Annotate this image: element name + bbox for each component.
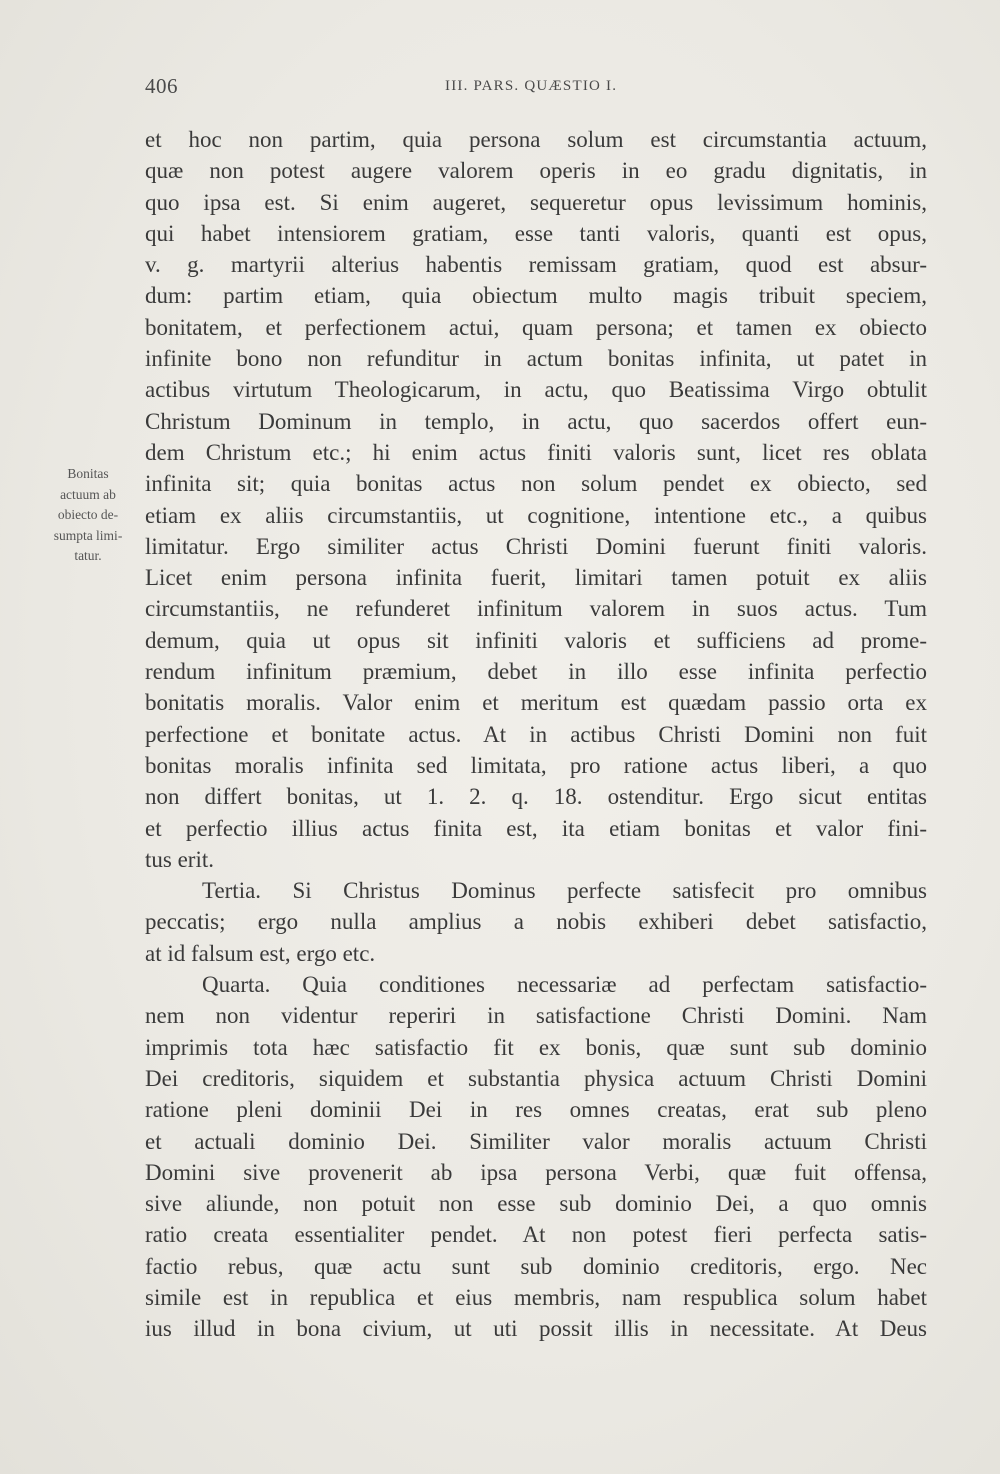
text-line: Tertia. Si Christus Dominus perfecte satisfecit pro omnibus (202, 878, 927, 904)
text-line: quæ non potest augere valorem operis in eo gradu dignitatis, in (145, 158, 927, 184)
text-line: bonitatis moralis. Valor enim et meritum est quædam passio orta ex (145, 690, 927, 716)
text-line: peccatis; ergo nulla amplius a nobis exhiberi debet satisfactio, (145, 909, 927, 935)
text-line: infinite bono non refunditur in actum bonitas infinita, ut patet in (145, 346, 927, 372)
running-title: III. PARS. QUÆSTIO I. (445, 78, 618, 94)
text-line: bonitatem, et perfectionem actui, quam persona; et tamen ex obiecto (145, 314, 927, 340)
text-line: Licet enim persona infinita fuerit, limitari tamen potuit ex aliis (145, 565, 927, 591)
text-line: perfectione et bonitate actus. At in actibus Christi Domini non fuit (145, 721, 927, 747)
running-head (145, 74, 927, 104)
text-line: sive aliunde, non potuit non esse sub dominio Dei, a quo omnis (145, 1191, 927, 1217)
text-line: at id falsum est, ergo etc. (145, 940, 376, 966)
text-line: imprimis tota hæc satisfactio fit ex bonis, quæ sunt sub dominio (145, 1034, 927, 1060)
text-line: tus erit. (145, 846, 214, 872)
text-line: circumstantiis, ne refunderet infinitum valorem in suos actus. Tum (145, 596, 927, 622)
text-line: ius illud in bona civium, ut uti possit illis in necessitate. At Deus (145, 1316, 927, 1342)
text-line: Dei creditoris, siquidem et substantia physica actuum Christi Domini (145, 1065, 927, 1091)
text-line: et hoc non partim, quia persona solum est circumstantia actuum, (145, 127, 927, 152)
text-line: demum, quia ut opus sit infiniti valoris et sufficiens ad prome- (145, 627, 927, 653)
text-line: et actuali dominio Dei. Similiter valor moralis actuum Christi (145, 1128, 927, 1154)
text-line: qui habet intensiorem gratiam, esse tanti valoris, quanti est opus, (145, 220, 927, 246)
body-text (145, 124, 927, 1345)
text-line: dem Christum etc.; hi enim actus finiti valoris sunt, licet res oblata (145, 439, 927, 465)
text-line: etiam ex aliis circumstantiis, ut cognitione, intentione etc., a quibus (145, 502, 927, 528)
text-line: dum: partim etiam, quia obiectum multo magis tribuit speciem, (145, 283, 927, 309)
text-line: bonitas moralis infinita sed limitata, pro ratione actus liberi, a quo (145, 752, 927, 778)
text-line: et perfectio illius actus finita est, ita etiam bonitas et valor fini- (145, 815, 927, 841)
text-line: infinita sit; quia bonitas actus non solum pendet ex obiecto, sed (145, 471, 927, 497)
text-line: quo ipsa est. Si enim augeret, sequeretur opus levissimum hominis, (145, 189, 927, 215)
text-line: simile est in republica et eius membris, nam respublica solum habet (145, 1284, 927, 1310)
text-line: Quarta. Quia conditiones necessariæ ad perfectam satisfactio- (202, 972, 927, 998)
text-line: ratione pleni dominii Dei in res omnes creatas, erat sub pleno (145, 1097, 927, 1123)
text-line: rendum infinitum præmium, debet in illo esse infinita perfectio (145, 659, 927, 685)
marginal-note (38, 464, 138, 567)
marginal-note-line: tatur. (74, 548, 102, 563)
marginal-note-line: Bonitas (67, 466, 109, 481)
text-line: v. g. martyrii alterius habentis remissam gratiam, quod est absur- (145, 252, 927, 278)
marginal-note-line: obiecto de- (57, 507, 119, 522)
marginal-note-line: actuum ab (60, 486, 116, 502)
text-line: Domini sive provenerit ab ipsa persona Verbi, quæ fuit offensa, (145, 1159, 927, 1185)
text-line: actibus virtutum Theologicarum, in actu, quo Beatissima Virgo obtulit (145, 377, 927, 403)
marginal-note-line: sumpta limi- (53, 527, 123, 543)
text-line: Christum Dominum in templo, in actu, quo sacerdos offert eun- (145, 408, 927, 434)
page-number: 406 (145, 74, 178, 98)
text-line: limitatur. Ergo similiter actus Christi Domini fuerunt finiti valoris. (145, 533, 927, 559)
text-line: factio rebus, quæ actu sunt sub dominio creditoris, ergo. Nec (145, 1253, 927, 1279)
text-line: nem non videntur reperiri in satisfactione Christi Domini. Nam (145, 1003, 927, 1029)
text-line: ratio creata essentialiter pendet. At non potest fieri perfecta satis- (145, 1222, 927, 1248)
text-line: non differt bonitas, ut 1. 2. q. 18. ostenditur. Ergo sicut entitas (145, 784, 927, 810)
